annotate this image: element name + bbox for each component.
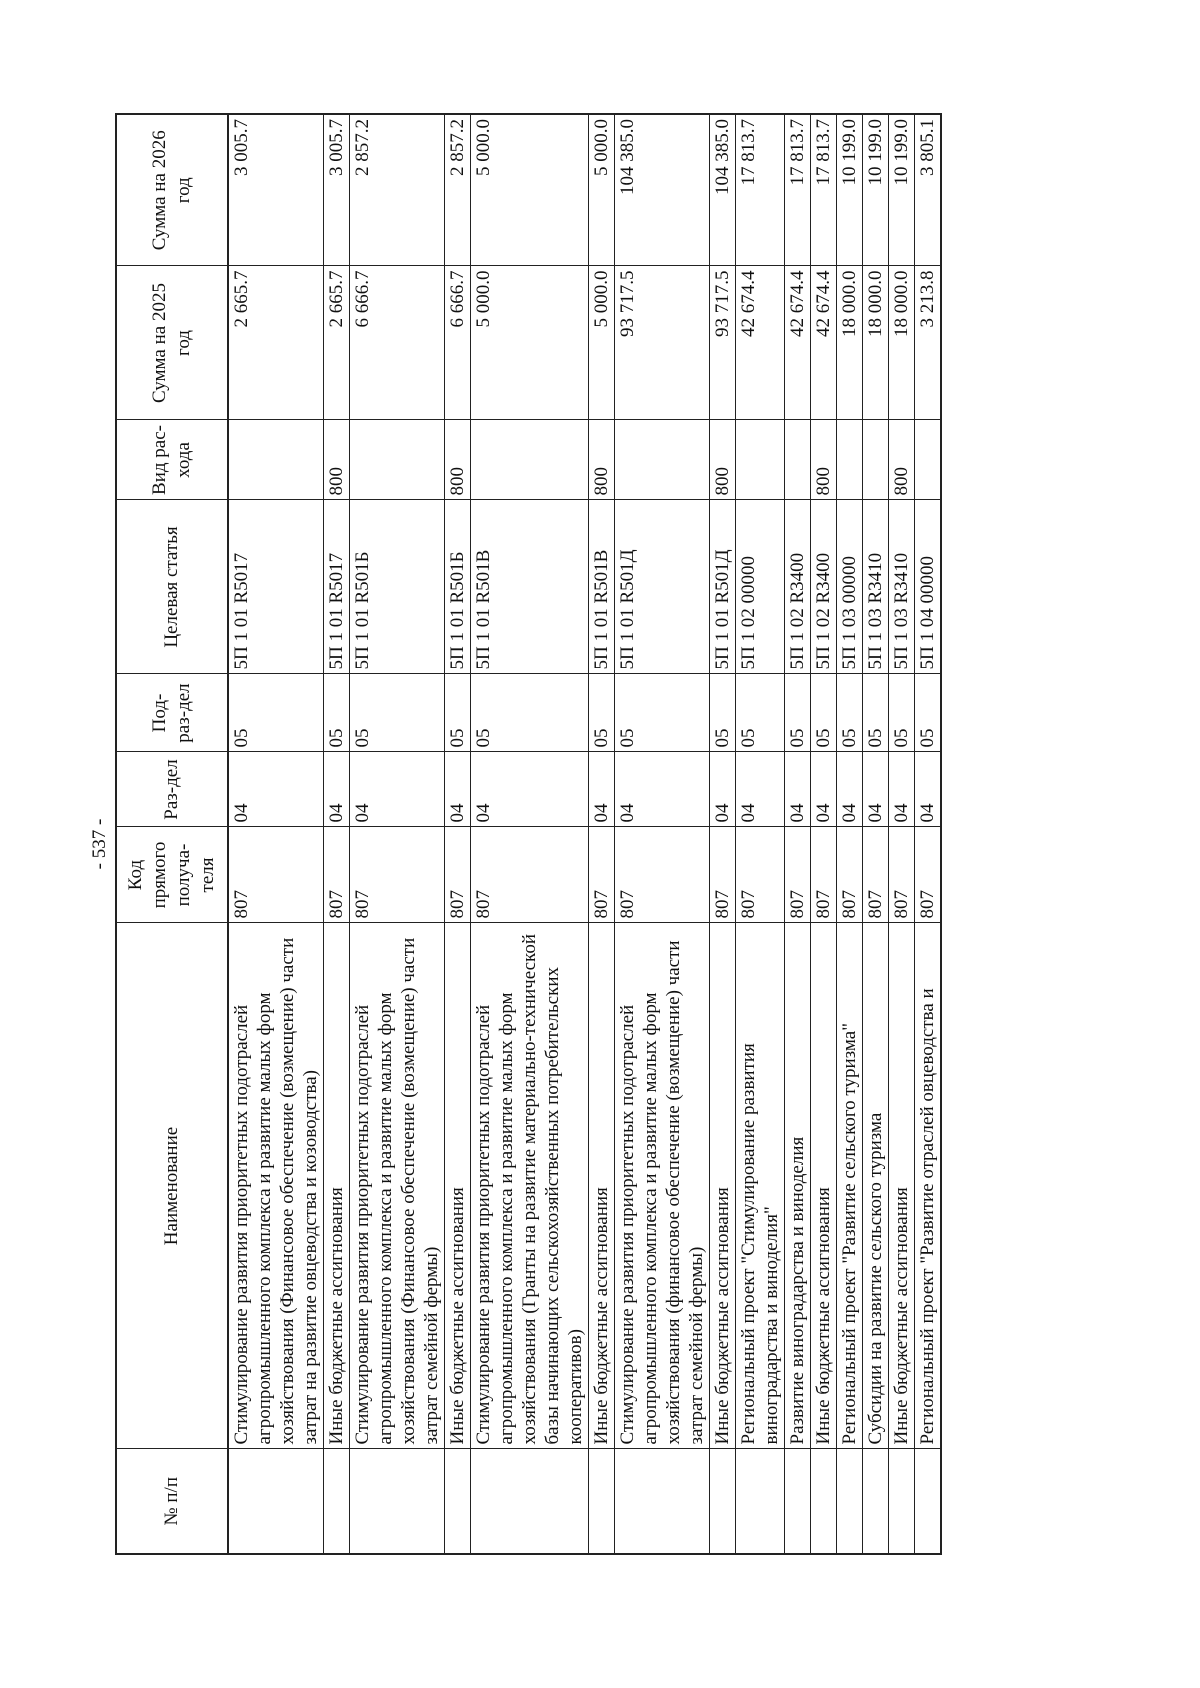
row-recipient-code: 807 [785, 827, 811, 923]
header-sum-2026: Сумма на 2026 год [116, 114, 228, 266]
row-name: Иные бюджетные ассигнования [589, 923, 615, 1449]
table-row [811, 114, 837, 1554]
row-name: Субсидии на развитие сельского туризма [863, 923, 889, 1449]
row-sum-2026: 5 000.0 [471, 114, 589, 266]
row-num [811, 1449, 837, 1554]
row-section: 04 [785, 752, 811, 827]
header-section: Раз-дел [116, 752, 228, 827]
table-row [785, 114, 811, 1554]
row-section: 04 [324, 752, 350, 827]
row-name: Стимулирование развития приоритетных подотраслей агропромышленного комплекса и развитие малых форм хозяйствования (Финансовое обеспечение (возмещение) части затрат на развитие овцеводства и козоводства) [228, 923, 324, 1449]
row-section: 04 [350, 752, 445, 827]
row-sum-2026: 17 813.7 [811, 114, 837, 266]
table-row [350, 114, 445, 1554]
row-name: Региональный проект "Развитие отраслей овцеводства и [915, 923, 942, 1449]
row-recipient-code: 807 [324, 827, 350, 923]
row-expense-type: 800 [889, 420, 915, 500]
row-recipient-code: 807 [889, 827, 915, 923]
row-section: 04 [889, 752, 915, 827]
row-name: Стимулирование развития приоритетных подотраслей агропромышленного комплекса и развитие малых форм хозяйствования (Финансовое обеспечение (возмещение) части затрат семейной фермы) [350, 923, 445, 1449]
row-sum-2026: 104 385.0 [710, 114, 736, 266]
row-name: Развитие виноградарства и виноделия [785, 923, 811, 1449]
header-name: Наименование [116, 923, 228, 1449]
row-subsection: 05 [615, 674, 710, 752]
table-row [589, 114, 615, 1554]
row-expense-type [837, 420, 863, 500]
rotated-page-content [115, 115, 1070, 1555]
row-target-article: 5П 1 03 R3410 [863, 500, 889, 674]
table-row [736, 114, 785, 1554]
row-section: 04 [710, 752, 736, 827]
row-num [710, 1449, 736, 1554]
row-num [350, 1449, 445, 1554]
row-num [589, 1449, 615, 1554]
row-name: Иные бюджетные ассигнования [445, 923, 471, 1449]
row-recipient-code: 807 [710, 827, 736, 923]
row-name: Стимулирование развития приоритетных подотраслей агропромышленного комплекса и развитие малых форм хозяйствования (финансовое обеспечение (возмещение) части затрат семейной фермы) [615, 923, 710, 1449]
table-row [228, 114, 324, 1554]
row-target-article: 5П 1 01 R5017 [324, 500, 350, 674]
row-sum-2025: 2 665.7 [228, 266, 324, 420]
row-expense-type [471, 420, 589, 500]
row-sum-2025: 93 717.5 [615, 266, 710, 420]
table-row [615, 114, 710, 1554]
row-target-article: 5П 1 02 R3400 [811, 500, 837, 674]
row-name: Иные бюджетные ассигнования [324, 923, 350, 1449]
row-section: 04 [837, 752, 863, 827]
table-row [471, 114, 589, 1554]
row-expense-type: 800 [445, 420, 471, 500]
header-num: № п/п [116, 1449, 228, 1554]
row-name: Региональный проект "Развитие сельского туризма" [837, 923, 863, 1449]
row-num [228, 1449, 324, 1554]
row-sum-2025: 18 000.0 [863, 266, 889, 420]
row-name: Иные бюджетные ассигнования [889, 923, 915, 1449]
row-section: 04 [471, 752, 589, 827]
row-expense-type [785, 420, 811, 500]
row-expense-type: 800 [589, 420, 615, 500]
row-sum-2025: 6 666.7 [350, 266, 445, 420]
row-target-article: 5П 1 02 R3400 [785, 500, 811, 674]
row-recipient-code: 807 [445, 827, 471, 923]
row-sum-2025: 5 000.0 [589, 266, 615, 420]
row-recipient-code: 807 [736, 827, 785, 923]
row-expense-type: 800 [710, 420, 736, 500]
row-target-article: 5П 1 01 R501В [471, 500, 589, 674]
row-num [445, 1449, 471, 1554]
row-sum-2026: 10 199.0 [889, 114, 915, 266]
row-subsection: 05 [350, 674, 445, 752]
row-sum-2025: 42 674.4 [811, 266, 837, 420]
row-sum-2025: 42 674.4 [736, 266, 785, 420]
row-expense-type [863, 420, 889, 500]
row-recipient-code: 807 [811, 827, 837, 923]
row-subsection: 05 [785, 674, 811, 752]
row-num [915, 1449, 942, 1554]
row-sum-2026: 17 813.7 [785, 114, 811, 266]
table-header-row [116, 114, 228, 1554]
row-target-article: 5П 1 01 R501Б [445, 500, 471, 674]
table-row [889, 114, 915, 1554]
row-expense-type [228, 420, 324, 500]
row-sum-2025: 2 665.7 [324, 266, 350, 420]
row-subsection: 05 [863, 674, 889, 752]
row-section: 04 [589, 752, 615, 827]
row-recipient-code: 807 [228, 827, 324, 923]
row-sum-2026: 17 813.7 [736, 114, 785, 266]
row-sum-2026: 3 005.7 [228, 114, 324, 266]
table-row [445, 114, 471, 1554]
row-sum-2026: 10 199.0 [863, 114, 889, 266]
row-section: 04 [736, 752, 785, 827]
row-subsection: 05 [589, 674, 615, 752]
header-sum-2025: Сумма на 2025 год [116, 266, 228, 420]
row-section: 04 [915, 752, 942, 827]
row-sum-2026: 2 857.2 [445, 114, 471, 266]
row-num [863, 1449, 889, 1554]
row-num [837, 1449, 863, 1554]
row-target-article: 5П 1 03 00000 [837, 500, 863, 674]
row-recipient-code: 807 [863, 827, 889, 923]
row-num [324, 1449, 350, 1554]
row-sum-2025: 6 666.7 [445, 266, 471, 420]
row-expense-type [615, 420, 710, 500]
row-recipient-code: 807 [915, 827, 942, 923]
row-expense-type: 800 [324, 420, 350, 500]
row-target-article: 5П 1 04 00000 [915, 500, 942, 674]
row-target-article: 5П 1 03 R3410 [889, 500, 915, 674]
row-section: 04 [615, 752, 710, 827]
row-target-article: 5П 1 01 R501Д [710, 500, 736, 674]
row-sum-2025: 18 000.0 [837, 266, 863, 420]
row-subsection: 05 [471, 674, 589, 752]
row-num [736, 1449, 785, 1554]
row-sum-2026: 5 000.0 [589, 114, 615, 266]
row-target-article: 5П 1 02 00000 [736, 500, 785, 674]
row-recipient-code: 807 [589, 827, 615, 923]
row-subsection: 05 [915, 674, 942, 752]
row-num [615, 1449, 710, 1554]
row-name: Иные бюджетные ассигнования [811, 923, 837, 1449]
row-subsection: 05 [736, 674, 785, 752]
row-subsection: 05 [889, 674, 915, 752]
table-row [863, 114, 889, 1554]
row-expense-type [915, 420, 942, 500]
row-subsection: 05 [811, 674, 837, 752]
row-name: Стимулирование развития приоритетных подотраслей агропромышленного комплекса и развитие малых форм хозяйствования (Гранты на развитие материально-технической базы начинающих сельскохозяйственных потребительских кооперативов) [471, 923, 589, 1449]
row-expense-type [350, 420, 445, 500]
table-row [710, 114, 736, 1554]
row-subsection: 05 [445, 674, 471, 752]
row-sum-2026: 3 005.7 [324, 114, 350, 266]
header-expense-type: Вид рас-хода [116, 420, 228, 500]
row-section: 04 [811, 752, 837, 827]
budget-table [115, 113, 942, 1555]
header-subsection: Под-раз-дел [116, 674, 228, 752]
row-name: Региональный проект "Стимулирование развития виноградарства и виноделия" [736, 923, 785, 1449]
row-subsection: 05 [710, 674, 736, 752]
row-subsection: 05 [837, 674, 863, 752]
row-expense-type [736, 420, 785, 500]
row-recipient-code: 807 [471, 827, 589, 923]
row-section: 04 [228, 752, 324, 827]
row-sum-2025: 42 674.4 [785, 266, 811, 420]
header-recipient-code: Код прямого получа-теля [116, 827, 228, 923]
row-sum-2025: 5 000.0 [471, 266, 589, 420]
table-row [324, 114, 350, 1554]
table-row [837, 114, 863, 1554]
table-row [915, 114, 942, 1554]
row-section: 04 [445, 752, 471, 827]
row-sum-2025: 18 000.0 [889, 266, 915, 420]
header-target-article: Целевая статья [116, 500, 228, 674]
row-recipient-code: 807 [615, 827, 710, 923]
row-sum-2026: 104 385.0 [615, 114, 710, 266]
row-target-article: 5П 1 01 R5017 [228, 500, 324, 674]
row-num [889, 1449, 915, 1554]
row-name: Иные бюджетные ассигнования [710, 923, 736, 1449]
row-recipient-code: 807 [837, 827, 863, 923]
row-sum-2026: 3 805.1 [915, 114, 942, 266]
row-sum-2026: 2 857.2 [350, 114, 445, 266]
row-recipient-code: 807 [350, 827, 445, 923]
row-target-article: 5П 1 01 R501В [589, 500, 615, 674]
row-num [471, 1449, 589, 1554]
row-target-article: 5П 1 01 R501Д [615, 500, 710, 674]
row-sum-2026: 10 199.0 [837, 114, 863, 266]
row-sum-2025: 93 717.5 [710, 266, 736, 420]
row-subsection: 05 [228, 674, 324, 752]
row-target-article: 5П 1 01 R501Б [350, 500, 445, 674]
row-subsection: 05 [324, 674, 350, 752]
page-number: - 537 - [89, 818, 110, 870]
row-sum-2025: 3 213.8 [915, 266, 942, 420]
row-num [785, 1449, 811, 1554]
row-expense-type: 800 [811, 420, 837, 500]
row-section: 04 [863, 752, 889, 827]
